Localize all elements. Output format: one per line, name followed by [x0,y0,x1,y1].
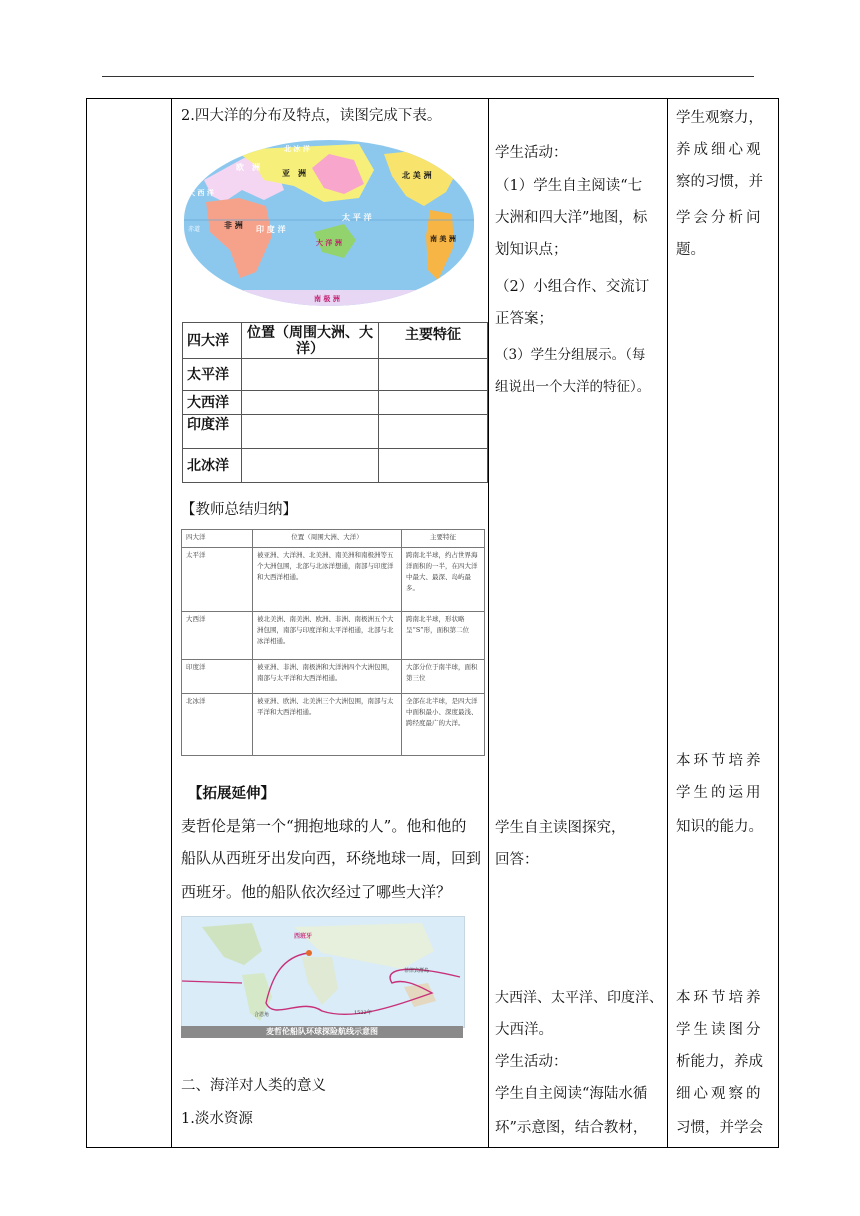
answer-line: 大西洋、太平洋、印度洋、 [495,990,663,1006]
intent-line: 养成细心观 [676,142,764,158]
sub-heading: 1.淡水资源 [181,1111,253,1127]
extension-line: 西班牙。他的船队依次经过了哪些大洋？ [181,883,452,901]
intent-line: 学生的运用 [676,785,764,801]
summary-heading: 【教师总结归纳】 [181,502,297,518]
ocean-table-cell[interactable] [379,415,488,449]
label-asia: 亚 洲 [282,168,306,178]
intent-line: 学生观察力， [676,110,763,126]
extension-line: 麦哲伦是第一个“拥抱地球的人”。他和他的 [181,817,467,835]
summary-position: 被亚洲、欧洲、北美洲三个大洲包围，南部与太平洋和大西洋相通。 [253,694,402,756]
header-rule [102,76,754,77]
intent-line: 本环节培养 [676,753,764,769]
summary-ocean: 大西洋 [182,612,253,660]
ocean-table-cell[interactable] [379,391,488,415]
column-divider [488,99,489,1147]
intent-line: 习惯，并学会 [676,1120,763,1136]
ocean-table-row-label: 大西洋 [183,391,242,415]
ocean-table-cell[interactable] [242,415,379,449]
intent-line: 细心观察的 [676,1086,764,1102]
intent-line: 察的习惯，并 [676,174,763,190]
explore-line: 回答： [495,852,539,868]
ocean-table-header: 位置（周围大洲、大洋） [242,323,379,359]
intent-line: 析能力，养成 [676,1054,763,1070]
extension-line: 船队从西班牙出发向西，环绕地球一周，回到 [181,849,482,867]
summary-feature: 全部在北半球，是四大洋中面积最小、深度最浅、跨经度最广的大洋。 [402,694,485,756]
route-label-philippines: 菲律宾群岛 [404,968,430,974]
label-equator: 赤道 [188,226,201,233]
activity2-title: 学生活动： [495,1054,568,1070]
route-label-spain: 西班牙 [294,933,313,940]
route-map-caption: 麦哲伦船队环球探险航线示意图 [181,1026,463,1038]
ocean-table-cell[interactable] [379,359,488,391]
activity-line: 划知识点； [495,242,568,258]
ocean-table-cell[interactable] [242,449,379,483]
summary-ocean: 北冰洋 [182,694,253,756]
activity2-line: 环”示意图，结合教材， [495,1120,648,1136]
ocean-table-header: 四大洋 [183,323,242,359]
label-atlantic: 大 西 洋 [188,188,214,197]
ocean-table-row-label: 北冰洋 [183,449,242,483]
summary-position: 被亚洲、大洋洲、北美洲、南美洲和南极洲等五个大洲包围，北部与北冰洋想通，南部与印度洋和大西洋相通。 [253,548,402,612]
summary-feature: 大部分位于南半球，面积第三位 [402,660,485,694]
answer-line: 大西洋。 [495,1022,553,1038]
ocean-table [182,322,488,483]
activity-title: 学生活动： [495,145,568,161]
label-arctic: 北 冰 洋 [284,144,310,153]
route-label-cape: 合恩角 [254,1012,270,1018]
summary-feature: 跨南北半球，约占世界海洋面积的一半，在四大洋中最大、最深、岛屿最多。 [402,548,485,612]
label-pacific: 太 平 洋 [342,212,372,222]
activity-line: （2）小组合作、交流订 [495,279,650,295]
summary-table-header: 四大洋 [182,530,253,548]
label-europe: 欧 洲 [236,162,260,172]
label-antarctica: 南 极 洲 [314,294,340,303]
ocean-table-row-label: 印度洋 [183,415,242,449]
ocean-table-cell[interactable] [242,359,379,391]
extension-heading: 【拓展延伸】 [188,785,275,802]
explore-line: 学生自主读图探究， [495,820,626,836]
ocean-table-cell[interactable] [379,449,488,483]
column-divider [667,99,668,1147]
intent-line: 本环节培养 [676,990,764,1006]
label-south-america: 南 美 洲 [430,234,456,243]
label-indian: 印 度 洋 [256,224,286,234]
activity-line: （1）学生自主阅读“七 [495,178,643,194]
activity-line: 正答案； [495,311,553,327]
ocean-heading: 2.四大洋的分布及特点，读图完成下表。 [181,108,442,124]
intent-line: 学生读图分 [676,1022,764,1038]
label-north-america: 北 美 洲 [402,170,432,180]
ocean-table-row-label: 太平洋 [183,359,242,391]
activity-line: 大洲和四大洋”地图，标 [495,210,648,226]
intent-line: 学会分析问 [676,210,764,226]
summary-position: 被北美洲、南美洲、欧洲、非洲、南极洲五个大洲包围，南部与印度洋和太平洋相通，北部与北冰洋相通。 [253,612,402,660]
section-heading: 二、海洋对人类的意义 [181,1078,326,1094]
summary-table [181,529,485,756]
activity2-line: 学生自主阅读“海陆水循 [495,1086,648,1102]
summary-table-header: 主要特征 [402,530,485,548]
summary-ocean: 太平洋 [182,548,253,612]
summary-ocean: 印度洋 [182,660,253,694]
label-africa: 非 洲 [224,220,243,230]
intent-line: 题。 [676,242,705,258]
intent-line: 知识的能力。 [676,819,763,835]
summary-feature: 跨南北半球，形状略呈“S”形，面积第二位 [402,612,485,660]
label-oceania: 大 洋 洲 [316,238,342,247]
summary-position: 被亚洲、非洲、南极洲和大洋洲四个大洲包围，南部与太平洋和大西洋相通。 [253,660,402,694]
route-map [181,916,465,1028]
activity-line: 组说出一个大洋的特征）。 [495,379,651,395]
world-map [184,140,474,306]
ocean-table-header: 主要特征 [379,323,488,359]
ocean-table-cell[interactable] [242,391,379,415]
summary-table-header: 位置（周围大洲、大洋） [253,530,402,548]
route-label-year: 1522年 [354,1010,372,1016]
activity-line: （3）学生分组展示。（每 [495,347,646,363]
column-divider [171,99,172,1147]
